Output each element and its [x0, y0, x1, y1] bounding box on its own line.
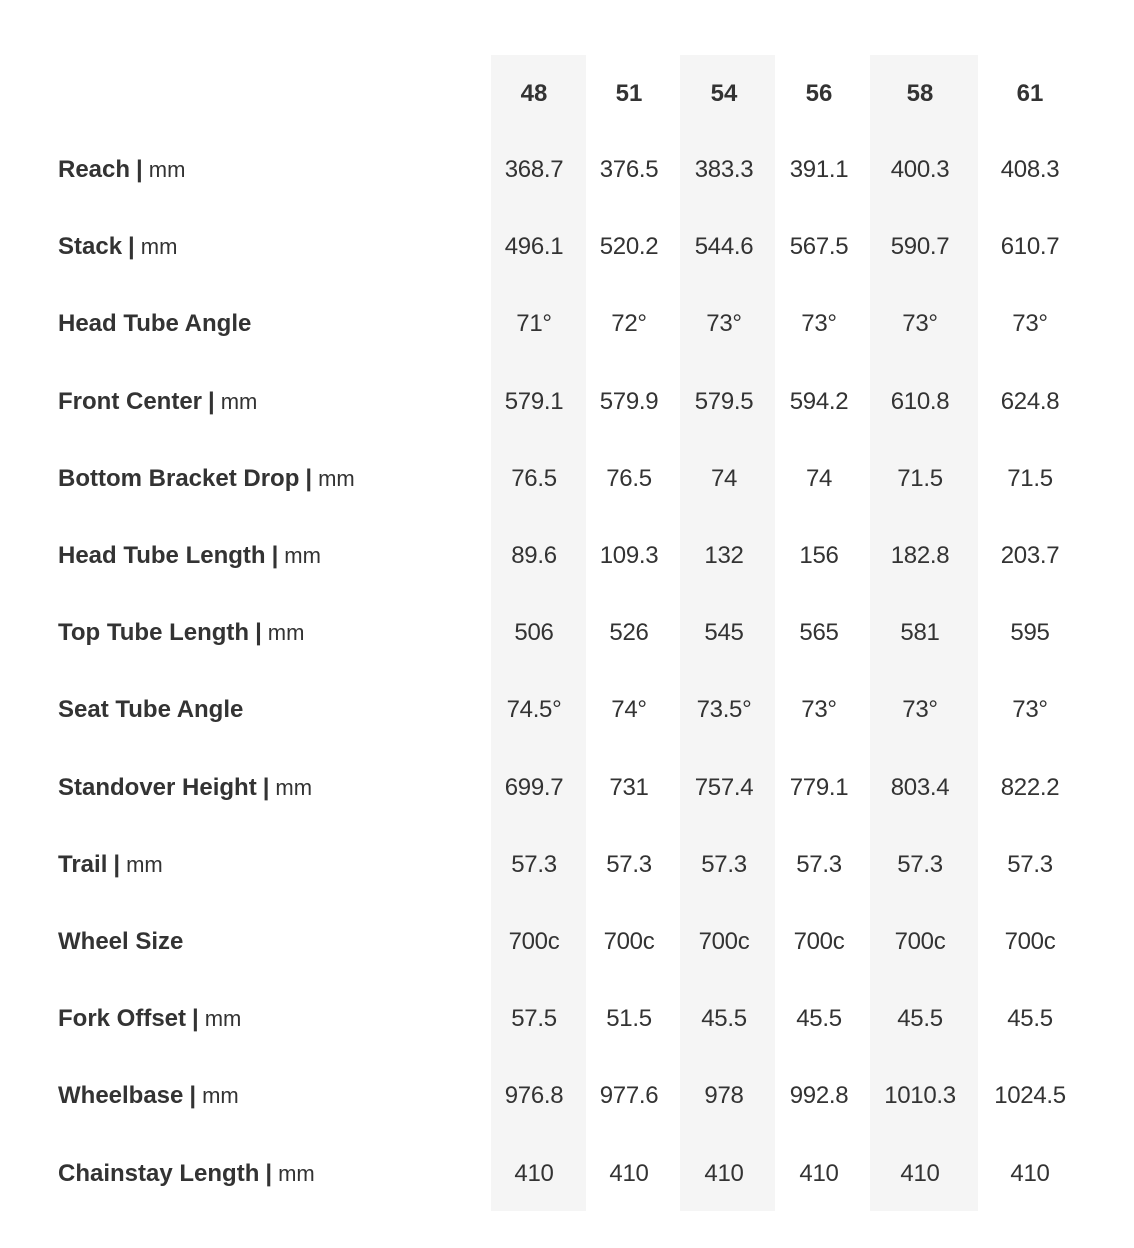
table-cell-size-51: 731 [609, 773, 649, 801]
table-cell-size-56: 73° [801, 310, 837, 338]
table-cell-size-58: 71.5 [897, 464, 943, 492]
table-cell-size-51: 57.3 [606, 850, 652, 878]
table-cell-size-58: 803.4 [890, 773, 950, 801]
row-label-name: Front Center [58, 387, 202, 415]
table-cell-size-56: 567.5 [789, 233, 849, 261]
row-label-name: Reach [58, 156, 131, 183]
row-label-name: Head Tube Angle [58, 310, 252, 338]
table-cell-size-56: 565 [799, 619, 839, 647]
row-label-unit: mm [275, 774, 313, 800]
table-cell-size-48: 57.5 [511, 1005, 557, 1033]
size-header-56: 56 [805, 80, 833, 107]
table-cell-size-61: 57.3 [1007, 850, 1053, 878]
row-label-separator: | [255, 619, 262, 647]
table-cell-size-58: 590.7 [890, 233, 950, 261]
row-label-unit: mm [284, 543, 321, 568]
table-cell-size-51: 526 [609, 619, 649, 647]
row-label-unit: mm [278, 1160, 315, 1186]
table-cell-size-56: 45.5 [796, 1005, 842, 1033]
table-cell-size-58: 182.8 [890, 542, 950, 569]
table-cell-size-54: 74 [710, 464, 738, 492]
table-cell-size-58: 73° [902, 696, 938, 724]
table-row [0, 227, 1134, 267]
table-cell-size-61: 45.5 [1007, 1005, 1053, 1033]
table-cell-size-61: 822.2 [1000, 773, 1060, 801]
row-label [58, 922, 183, 962]
table-cell-size-54: 545 [704, 619, 744, 647]
table-cell-size-54: 410 [704, 1159, 744, 1187]
table-cell-size-58: 73° [902, 310, 938, 338]
row-label-separator: | [189, 1082, 197, 1110]
table-cell-size-56: 410 [799, 1159, 839, 1187]
row-label-name: Wheel Size [58, 928, 184, 955]
table-cell-size-56: 156 [799, 542, 839, 569]
row-label-separator: | [262, 773, 270, 801]
table-row [0, 304, 1134, 344]
table-cell-size-54: 45.5 [701, 1005, 747, 1033]
table-cell-size-61: 624.8 [1000, 387, 1060, 415]
table-cell-size-61: 203.7 [1000, 542, 1060, 569]
table-cell-size-54: 383.3 [694, 156, 754, 183]
row-label [58, 1076, 239, 1116]
table-cell-size-58: 610.8 [890, 387, 950, 415]
row-label [58, 845, 163, 885]
table-cell-size-48: 368.7 [504, 156, 564, 183]
table-row [0, 150, 1134, 190]
row-label [58, 999, 241, 1039]
table-cell-size-48: 506 [514, 619, 554, 647]
table-cell-size-54: 132 [704, 542, 744, 569]
table-cell-size-54: 57.3 [701, 850, 747, 878]
table-cell-size-51: 977.6 [599, 1082, 659, 1110]
table-cell-size-56: 57.3 [796, 850, 842, 878]
table-cell-size-56: 700c [793, 928, 845, 955]
row-label [58, 1154, 315, 1194]
size-header-54: 54 [710, 80, 738, 107]
table-cell-size-56: 779.1 [789, 773, 849, 801]
size-header-58: 58 [906, 80, 934, 107]
row-label-name: Stack [58, 233, 123, 261]
size-header-51: 51 [615, 80, 643, 107]
table-cell-size-56: 992.8 [789, 1082, 849, 1110]
table-row [0, 690, 1134, 730]
size-header-48: 48 [520, 80, 548, 107]
table-cell-size-51: 410 [609, 1159, 649, 1187]
table-cell-size-51: 51.5 [606, 1005, 652, 1033]
row-label-unit: mm [204, 1006, 242, 1032]
row-label [58, 150, 185, 190]
row-label [58, 227, 177, 267]
row-label-unit: mm [126, 851, 163, 877]
row-label-name: Fork Offset [58, 1005, 187, 1033]
row-label-name: Top Tube Length [58, 619, 250, 647]
table-cell-size-61: 71.5 [1007, 464, 1053, 492]
table-cell-size-51: 109.3 [599, 542, 659, 569]
table-cell-size-58: 410 [900, 1159, 940, 1187]
table-cell-size-58: 57.3 [897, 850, 943, 878]
table-cell-size-48: 496.1 [504, 233, 564, 261]
row-label-separator: | [208, 387, 215, 415]
table-row [0, 1154, 1134, 1194]
row-label-separator: | [128, 233, 135, 261]
table-cell-size-51: 579.9 [599, 387, 659, 415]
table-row [0, 613, 1134, 653]
table-cell-size-61: 410 [1010, 1159, 1050, 1187]
table-cell-size-61: 408.3 [1000, 156, 1060, 183]
table-cell-size-51: 700c [603, 928, 655, 955]
table-cell-size-48: 89.6 [511, 542, 557, 569]
row-label-separator: | [192, 1005, 199, 1033]
table-cell-size-56: 594.2 [789, 387, 849, 415]
row-label-name: Trail [58, 850, 108, 878]
table-cell-size-48: 57.3 [511, 850, 557, 878]
row-label-name: Chainstay Length [58, 1159, 260, 1187]
row-label-separator: | [113, 850, 121, 878]
row-label-unit: mm [148, 157, 186, 182]
table-cell-size-58: 45.5 [897, 1005, 943, 1033]
table-cell-size-48: 71° [516, 310, 552, 338]
table-row [0, 922, 1134, 962]
table-cell-size-58: 1010.3 [884, 1082, 956, 1110]
table-row [0, 845, 1134, 885]
table-cell-size-48: 699.7 [504, 773, 564, 801]
table-cell-size-48: 76.5 [511, 464, 557, 492]
row-label [58, 690, 243, 730]
table-cell-size-48: 74.5° [506, 696, 562, 724]
table-cell-size-56: 391.1 [789, 156, 849, 183]
row-label [58, 382, 257, 422]
row-label-name: Wheelbase [58, 1082, 184, 1110]
row-label [58, 536, 321, 576]
table-cell-size-56: 73° [801, 696, 837, 724]
table-cell-size-48: 700c [508, 928, 560, 955]
table-cell-size-54: 700c [698, 928, 750, 955]
table-cell-size-51: 76.5 [606, 464, 652, 492]
table-row [0, 382, 1134, 422]
table-row [0, 999, 1134, 1039]
row-label-unit: mm [140, 234, 178, 260]
table-cell-size-54: 978 [704, 1082, 744, 1110]
table-row [0, 459, 1134, 499]
table-cell-size-61: 700c [1004, 928, 1056, 955]
row-label-separator: | [305, 464, 313, 492]
row-label-name: Head Tube Length [58, 542, 266, 569]
table-cell-size-48: 410 [514, 1159, 554, 1187]
row-label [58, 459, 355, 499]
table-cell-size-58: 581 [900, 619, 940, 647]
row-label-name: Standover Height [58, 773, 257, 801]
row-label-separator: | [265, 1159, 273, 1187]
row-label [58, 768, 312, 808]
table-row [0, 768, 1134, 808]
table-cell-size-51: 520.2 [599, 233, 659, 261]
size-header-61: 61 [1016, 80, 1044, 107]
table-cell-size-58: 700c [894, 928, 946, 955]
table-cell-size-56: 74 [805, 464, 833, 492]
table-cell-size-61: 595 [1010, 619, 1050, 647]
row-label-separator: | [271, 542, 279, 569]
row-label-unit: mm [220, 388, 258, 414]
table-row [0, 536, 1134, 576]
table-cell-size-61: 73° [1012, 696, 1048, 724]
row-label-unit: mm [318, 465, 355, 491]
table-cell-size-51: 74° [611, 696, 647, 724]
row-label [58, 613, 304, 653]
row-label-name: Seat Tube Angle [58, 696, 244, 724]
table-cell-size-58: 400.3 [890, 156, 950, 183]
table-cell-size-54: 579.5 [694, 387, 754, 415]
table-cell-size-61: 73° [1012, 310, 1048, 338]
size-header-row [0, 74, 1134, 114]
table-cell-size-54: 544.6 [694, 233, 754, 261]
table-cell-size-54: 757.4 [694, 773, 754, 801]
row-label [58, 304, 251, 344]
row-label-unit: mm [267, 620, 305, 646]
row-label-name: Bottom Bracket Drop [58, 464, 300, 492]
table-cell-size-51: 376.5 [599, 156, 659, 183]
table-cell-size-61: 610.7 [1000, 233, 1060, 261]
table-cell-size-54: 73.5° [696, 696, 752, 724]
table-cell-size-48: 579.1 [504, 387, 564, 415]
row-label-unit: mm [202, 1083, 239, 1109]
table-cell-size-48: 976.8 [504, 1082, 564, 1110]
row-label-separator: | [136, 156, 143, 183]
table-cell-size-61: 1024.5 [994, 1082, 1066, 1110]
table-row [0, 1076, 1134, 1116]
table-cell-size-51: 72° [611, 310, 647, 338]
table-cell-size-54: 73° [706, 310, 742, 338]
